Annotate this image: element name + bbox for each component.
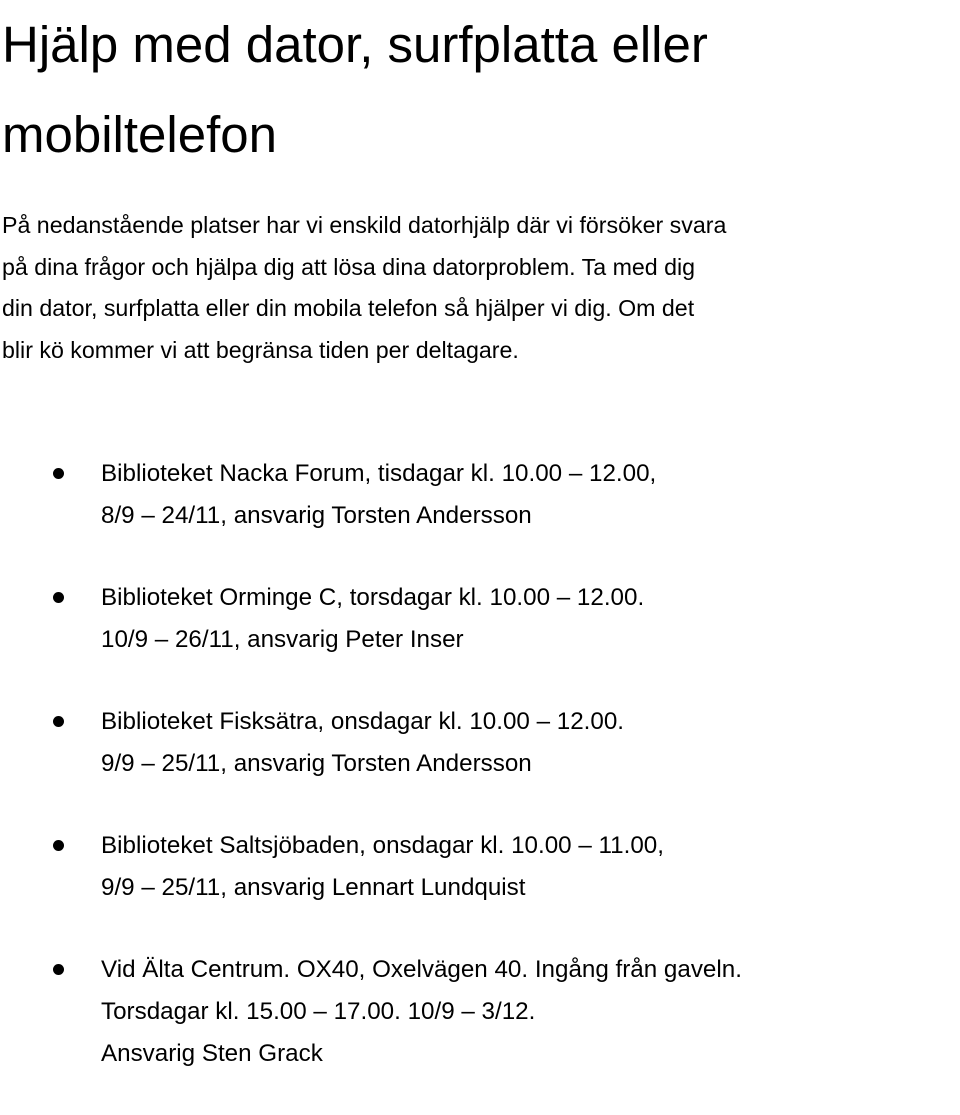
location-item-alta-centrum bbox=[0, 949, 960, 1075]
intro-line: blir kö kommer vi att begränsa tiden per deltagare. bbox=[2, 336, 519, 363]
page-title-line: Hjälp med dator, surfplatta eller bbox=[2, 16, 708, 73]
location-line: Ansvarig Sten Grack bbox=[101, 1040, 323, 1067]
location-line: 8/9 – 24/11, ansvarig Torsten Andersson bbox=[101, 502, 532, 529]
location-list bbox=[0, 453, 960, 1115]
location-line: 10/9 – 26/11, ansvarig Peter Inser bbox=[101, 626, 464, 653]
intro-line: på dina frågor och hjälpa dig att lösa dina datorproblem. Ta med dig bbox=[2, 253, 696, 280]
location-line: Biblioteket Orminge C, torsdagar kl. 10.00 – 12.00. bbox=[101, 584, 645, 611]
location-item-saltsjobaden bbox=[0, 825, 960, 909]
intro-line: På nedanstående platser har vi enskild datorhjälp där vi försöker svara bbox=[2, 212, 727, 238]
bullet-icon bbox=[53, 964, 64, 975]
bullet-icon bbox=[53, 468, 64, 479]
page-title-line: mobiltelefon bbox=[2, 106, 277, 163]
bullet-icon bbox=[53, 592, 64, 603]
location-line: 9/9 – 25/11, ansvarig Torsten Andersson bbox=[101, 750, 532, 777]
location-line: 9/9 – 25/11, ansvarig Lennart Lundquist bbox=[101, 874, 526, 901]
bullet-icon bbox=[53, 840, 64, 851]
location-line: Torsdagar kl. 15.00 – 17.00. 10/9 – 3/12. bbox=[101, 998, 536, 1025]
intro-line: din dator, surfplatta eller din mobila telefon så hjälper vi dig. Om det bbox=[2, 295, 695, 321]
location-line: Biblioteket Saltsjöbaden, onsdagar kl. 10.00 – 11.00, bbox=[101, 832, 664, 859]
location-line: Vid Älta Centrum. OX40, Oxelvägen 40. Ingång från gaveln. bbox=[101, 956, 742, 983]
location-item-fisksatra bbox=[0, 701, 960, 785]
location-item-nacka-forum bbox=[0, 453, 960, 537]
location-item-orminge bbox=[0, 577, 960, 661]
bullet-icon bbox=[53, 716, 64, 727]
page-title bbox=[2, 0, 957, 180]
intro-paragraph bbox=[2, 205, 957, 371]
location-line: Biblioteket Nacka Forum, tisdagar kl. 10.00 – 12.00, bbox=[101, 460, 657, 487]
location-line: Biblioteket Fisksätra, onsdagar kl. 10.00 – 12.00. bbox=[101, 708, 625, 735]
